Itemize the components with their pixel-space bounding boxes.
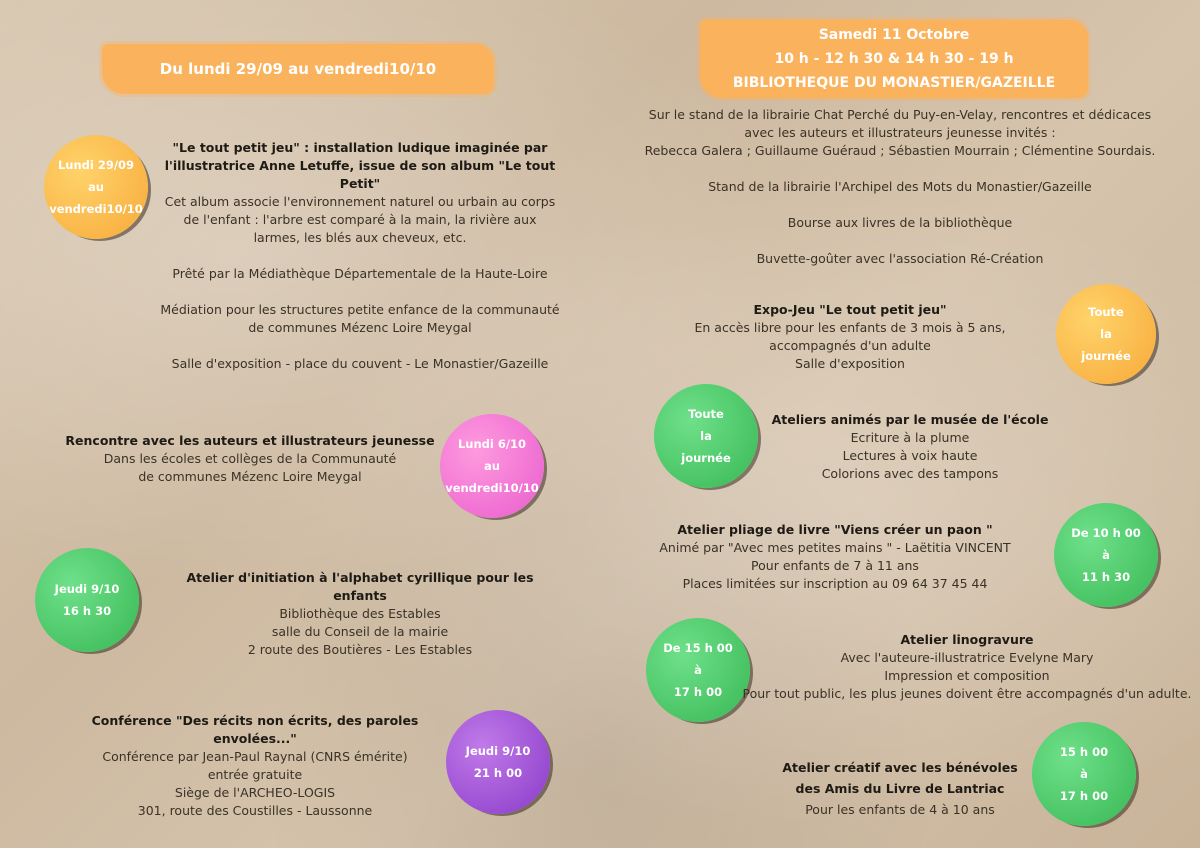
paon-line: Places limitées sur inscription au 09 64 37 45 44 [682,576,988,591]
expo-line: En accès libre pour les enfants de 3 mois à 5 ans, [694,320,1006,335]
date-line: Jeudi 9/10 [465,744,531,758]
intro-line: Buvette-goûter avec l'association Ré-Création [756,251,1044,266]
time-line: 17 h 00 [1059,789,1109,803]
time-line: à [694,663,702,677]
time-circle-musee [654,384,758,488]
musee-line: Lectures à voix haute [842,448,978,463]
cyrillique-line: 2 route des Boutières - Les Estables [247,642,473,657]
rencontre-block [60,432,440,486]
date-line: au [484,459,500,473]
time-line: à [1102,548,1110,562]
date-line: Jeudi 9/10 [54,582,120,596]
time-line: 11 h 30 [1081,570,1131,584]
right-date-banner [700,20,1088,98]
lino-block [742,631,1192,703]
banner-hours: 10 h - 12 h 30 & 14 h 30 - 19 h [774,51,1014,67]
lino-line: Impression et composition [884,668,1050,683]
date-line: vendredi10/10 [49,202,143,216]
date-line: 21 h 00 [473,766,523,780]
paon-line: Pour enfants de 7 à 11 ans [751,558,919,573]
banner-place: BIBLIOTHEQUE DU MONASTIER/GAZEILLE [732,75,1056,91]
time-line: De 15 h 00 [663,641,733,655]
lino-line: Pour tout public, les plus jeunes doivent être accompagnés d'un adulte. [742,686,1192,701]
intro-block [620,106,1180,268]
rencontre-line: Dans les écoles et collèges de la Communauté [103,451,397,466]
date-line: Lundi 6/10 [457,437,527,451]
paon-title: Atelier pliage de livre "Viens créer un paon " [677,522,993,537]
date-circle-conference [446,710,550,814]
rencontre-line: de communes Mézenc Loire Meygal [138,469,362,484]
conference-line: Conférence par Jean-Paul Raynal (CNRS émérite) [102,749,408,764]
petit-jeu-title: "Le tout petit jeu" : installation ludique imaginée par [172,140,548,155]
time-line: journée [1081,349,1131,363]
lino-title: Atelier linogravure [900,632,1034,647]
cyrillique-block [160,569,560,659]
time-line: 15 h 00 [1059,745,1109,759]
conference-line: Siège de l'ARCHEO-LOGIS [174,785,336,800]
conference-title: Conférence "Des récits non écrits, des paroles envolées..." [91,713,419,746]
musee-block [770,411,1050,483]
expo-block [660,301,1040,373]
time-line: Toute [1088,305,1124,319]
time-line: à [1080,767,1088,781]
date-circle-petit-jeu [44,135,148,239]
time-circle-creatif [1032,722,1136,826]
petit-jeu-title: l'illustratrice Anne Letuffe, issue de son album "Le tout Petit" [164,158,556,191]
date-line: vendredi10/10 [445,481,539,495]
date-line: 16 h 30 [62,604,112,618]
petit-jeu-desc: Cet album associe l'environnement naturel ou urbain au corps [164,194,556,209]
intro-line: Bourse aux livres de la bibliothèque [787,215,1013,230]
time-line: journée [681,451,731,465]
date-circle-cyrillique [35,548,139,652]
time-circle-lino [646,618,750,722]
lino-line: Avec l'auteure-illustratrice Evelyne Mary [840,650,1094,665]
date-line: au [88,180,104,194]
petit-jeu-mediation: Médiation pour les structures petite enfance de la communauté [160,302,560,317]
petit-jeu-lent: Prêté par la Médiathèque Départementale de la Haute-Loire [172,266,548,281]
petit-jeu-desc: de l'enfant : l'arbre est comparé à la main, la rivière aux [183,212,537,227]
time-line: 17 h 00 [673,685,723,699]
paon-line: Animé par "Avec mes petites mains " - Laëtitia VINCENT [659,540,1011,555]
left-date-banner: Du lundi 29/09 au vendredi10/10 [102,44,494,94]
expo-line: Salle d'exposition [795,356,905,371]
date-line: Lundi 29/09 [57,158,135,172]
time-line: De 10 h 00 [1071,526,1141,540]
conference-block [50,712,460,820]
creatif-title: des Amis du Livre de Lantriac [795,781,1005,796]
paon-block [640,521,1030,593]
petit-jeu-block [150,139,570,373]
intro-line: avec les auteurs et illustrateurs jeunesse invités : [744,125,1056,140]
creatif-block [760,757,1040,820]
petit-jeu-mediation: de communes Mézenc Loire Meygal [248,320,472,335]
time-line: la [1100,327,1112,341]
musee-line: Colorions avec des tampons [821,466,999,481]
expo-line: accompagnés d'un adulte [769,338,931,353]
intro-line: Sur le stand de la librairie Chat Perché du Puy-en-Velay, rencontres et dédicaces [648,107,1152,122]
conference-line: 301, route des Coustilles - Laussonne [137,803,373,818]
cyrillique-line: Bibliothèque des Estables [279,606,441,621]
expo-title: Expo-Jeu "Le tout petit jeu" [753,302,947,317]
time-circle-paon [1054,503,1158,607]
time-line: Toute [688,407,724,421]
intro-line: Rebecca Galera ; Guillaume Guéraud ; Sébastien Mourrain ; Clémentine Sourdais. [644,143,1156,158]
date-circle-rencontre [440,414,544,518]
petit-jeu-desc: larmes, les blés aux cheveux, etc. [253,230,467,245]
time-circle-expo [1056,284,1156,384]
time-line: la [700,429,712,443]
musee-line: Ecriture à la plume [850,430,970,445]
cyrillique-line: salle du Conseil de la mairie [271,624,449,639]
rencontre-title: Rencontre avec les auteurs et illustrateurs jeunesse [65,433,435,448]
intro-line: Stand de la librairie l'Archipel des Mots du Monastier/Gazeille [708,179,1092,194]
conference-line: entrée gratuite [207,767,303,782]
petit-jeu-salle: Salle d'exposition - place du couvent - Le Monastier/Gazeille [171,356,549,371]
creatif-line: Pour les enfants de 4 à 10 ans [805,802,995,817]
cyrillique-title: Atelier d'initiation à l'alphabet cyrillique pour les enfants [186,570,534,603]
musee-title: Ateliers animés par le musée de l'école [771,412,1049,427]
creatif-title: Atelier créatif avec les bénévoles [782,760,1018,775]
banner-day: Samedi 11 Octobre [818,27,970,43]
